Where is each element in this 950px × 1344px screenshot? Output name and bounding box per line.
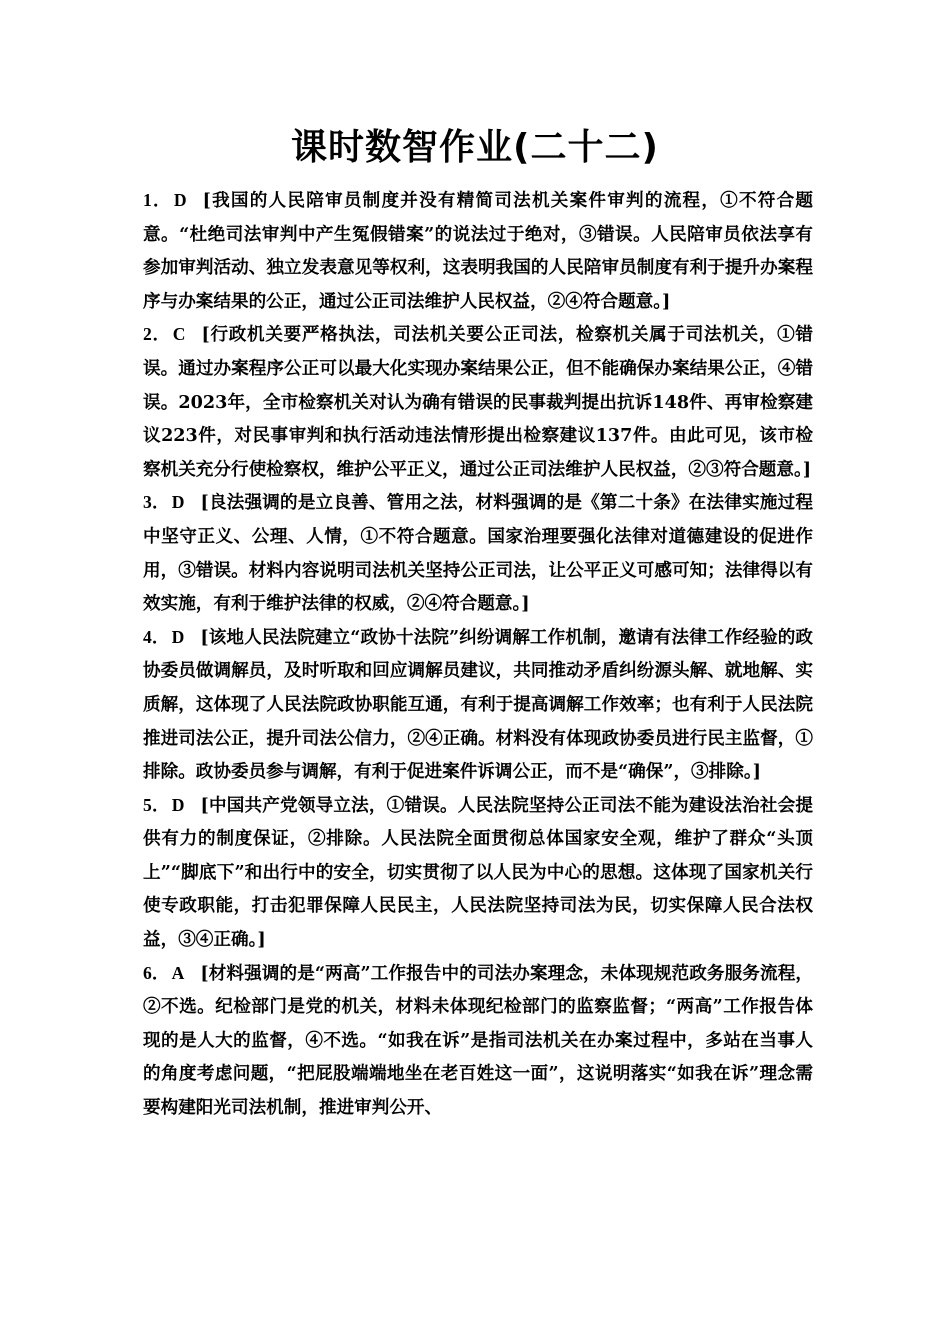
answer-explanation: [良法强调的是立良善、管用之法，材料强调的是《第二十条》在法律实施过程中坚守正义、公理、人情，①不符合题意。国家治理要强化法律对道德建设的促进作用，③错误。材料内容说明司法机关坚持公正司法，让公平正义可感可知；法律得以有效实施，有利于维护法律的权威，②④符合题意。] — [143, 492, 813, 615]
answer-explanation: [材料强调的是“两高”工作报告中的司法办案理念，未体现规范政务服务流程，②不选。纪检部门是党的机关，材料未体现纪检部门的监察监督；“两高”工作报告体现的是人大的监督，④不选。“如我在诉”是指司法机关在办案过程中，多站在当事人的角度考虑问题，“把屁股端端地坐在老百姓这一面”，这说明落实“如我在诉”理念需要构建阳光司法机制，推进审判公开、 — [143, 962, 813, 1119]
answer-number: 6． — [143, 962, 170, 983]
answer-item-3 — [143, 486, 813, 620]
page-title: 课时数智作业(二十二) — [291, 127, 659, 168]
answer-list — [143, 184, 813, 1125]
answer-number: 5． — [143, 794, 170, 815]
answer-explanation: [我国的人民陪审员制度并没有精简司法机关案件审判的流程，①不符合题意。“杜绝司法审判中产生冤假错案”的说法过于绝对，③错误。人民陪审员依法享有参加审判活动、独立发表意见等权利，这表明我国的人民陪审员制度有利于提升办案程序与办案结果的公正，通过公正司法维护人民权益，②④符合题意。] — [143, 190, 813, 312]
answer-number: 3． — [143, 492, 170, 513]
answer-explanation: [中国共产党领导立法，①错误。人民法院坚持公正司法不能为建设法治社会提供有力的制度保证，②排除。人民法院全面贯彻总体国家安全观，维护了群众“头顶上”“脚底下”和出行中的安全，切实贯彻了以人民为中心的思想。这体现了国家机关行使专政职能，打击犯罪保障人民民主，人民法院坚持司法为民，切实保障人民合法权益，③④正确。] — [143, 794, 813, 951]
answer-number: 4． — [143, 626, 170, 647]
answer-choice: D — [171, 794, 185, 815]
answer-item-4 — [143, 621, 813, 789]
answer-choice: D — [171, 492, 185, 513]
answer-item-1 — [143, 184, 813, 318]
answer-item-6 — [143, 957, 813, 1125]
answer-choice: C — [172, 324, 186, 345]
answer-explanation: [该地人民法院建立“政协十法院”纠纷调解工作机制，邀请有法律工作经验的政协委员做调解员，及时听取和回应调解员建议，共同推动矛盾纠纷源头解、就地解、实质解，这体现了人民法院政协职能互通，有利于提高调解工作效率；也有利于人民法院推进司法公正，提升司法公信力，②④正确。材料没有体现政协委员进行民主监督，①排除。政协委员参与调解，有利于促进案件诉调公正，而不是“确保”，③排除。] — [143, 626, 813, 783]
answer-explanation: [行政机关要严格执法，司法机关要公正司法，检察机关属于司法机关，①错误。通过办案程序公正可以最大化实现办案结果公正，但不能确保办案结果公正，④错误。2023年，全市检察机关对认为确有错误的民事裁判提出抗诉148件、再审检察建议223件，对民事审判和执行活动违法情形提出检察建议137件。由此可见，该市检察机关充分行使检察权，维护公平正义，通过公正司法维护人民权益，②③符合题意。] — [143, 324, 813, 480]
answer-item-2 — [143, 318, 813, 486]
answer-number: 2． — [143, 324, 171, 345]
answer-number: 1． — [143, 190, 172, 210]
answer-choice: D — [171, 626, 185, 647]
answer-item-5 — [143, 789, 813, 957]
answer-choice: A — [171, 962, 185, 983]
answer-choice: D — [173, 190, 187, 210]
